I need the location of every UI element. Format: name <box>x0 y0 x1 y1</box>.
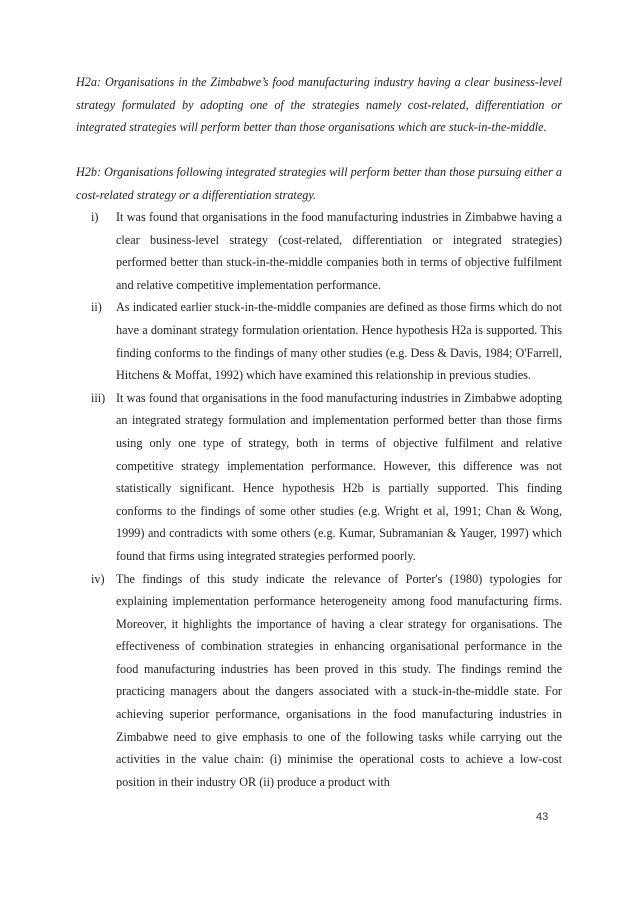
finding-text: It was found that organisations in the food manufacturing industries in Zimbabwe having a clear business-level strategy (cost-related, differentiation or integrated strategies) performed better than stuck-in-the-middle companies both in terms of objective fulfilment and relative competitive implementation performance. <box>116 210 562 292</box>
findings-list <box>91 206 562 793</box>
list-marker: iii) <box>91 390 106 405</box>
list-marker: i) <box>91 210 99 224</box>
hypothesis-h2b: H2b: Organisations following integrated strategies will perform better than those pursuing either a cost-related strategy or a differentiation strategy. <box>76 165 562 202</box>
finding-text: It was found that organisations in the food manufacturing industries in Zimbabwe adopting an integrated strategy formulation and implementation performed better than those firms using only one type of strategy, both in terms of objective fulfilment and relative competitive strategy implementation performance. However, this difference was not statistically significant. Hence hypothesis H2b is partially supported. This finding conforms to the findings of some other studies (e.g. Wright et al, 1991; Chan & Wong, 1999) and contradicts with some others (e.g. Kumar, Subramanian & Yauger, 1997) which found that firms using integrated strategies performed poorly. <box>116 390 562 563</box>
finding-text: As indicated earlier stuck-in-the-middle companies are defined as those firms which do not have a dominant strategy formulation orientation. Hence hypothesis H2a is supported. This finding conforms to the findings of many other studies (e.g. Dess & Davis, 1984; O'Farrell, Hitchens & Moffat, 1992) which have examined this relationship in previous studies. <box>116 300 562 383</box>
finding-item-ii <box>91 296 562 386</box>
page-number: 43 <box>536 811 549 823</box>
list-marker: iv) <box>91 571 105 586</box>
hypothesis-h2a: H2a: Organisations in the Zimbabwe’s food manufacturing industry having a clear business-level strategy formulated by adopting one of the strategies namely cost-related, differentiation or integrated strategies will perform better than those organisations which are stuck-in-the-middle. <box>76 75 562 135</box>
list-marker: ii) <box>91 300 102 315</box>
finding-item-iii <box>91 387 562 568</box>
finding-item-i <box>91 206 562 296</box>
finding-item-iv <box>91 568 562 794</box>
finding-text: The findings of this study indicate the relevance of Porter's (1980) typologies for explaining implementation performance heterogeneity among food manufacturing firms. Moreover, it highlights the importance of having a clear strategy for organisations. The effectiveness of combination strategies in enhancing organisational performance in the food manufacturing industries has been proved in this study. The findings remind the practicing managers about the dangers associated with a stuck-in-the-middle state. For achieving superior performance, organisations in the food manufacturing industries in Zimbabwe need to give emphasis to one of the following tasks while carrying out the activities in the value chain: (i) minimise the operational costs to achieve a low-cost position in their industry OR (ii) produce a product with <box>116 571 562 789</box>
